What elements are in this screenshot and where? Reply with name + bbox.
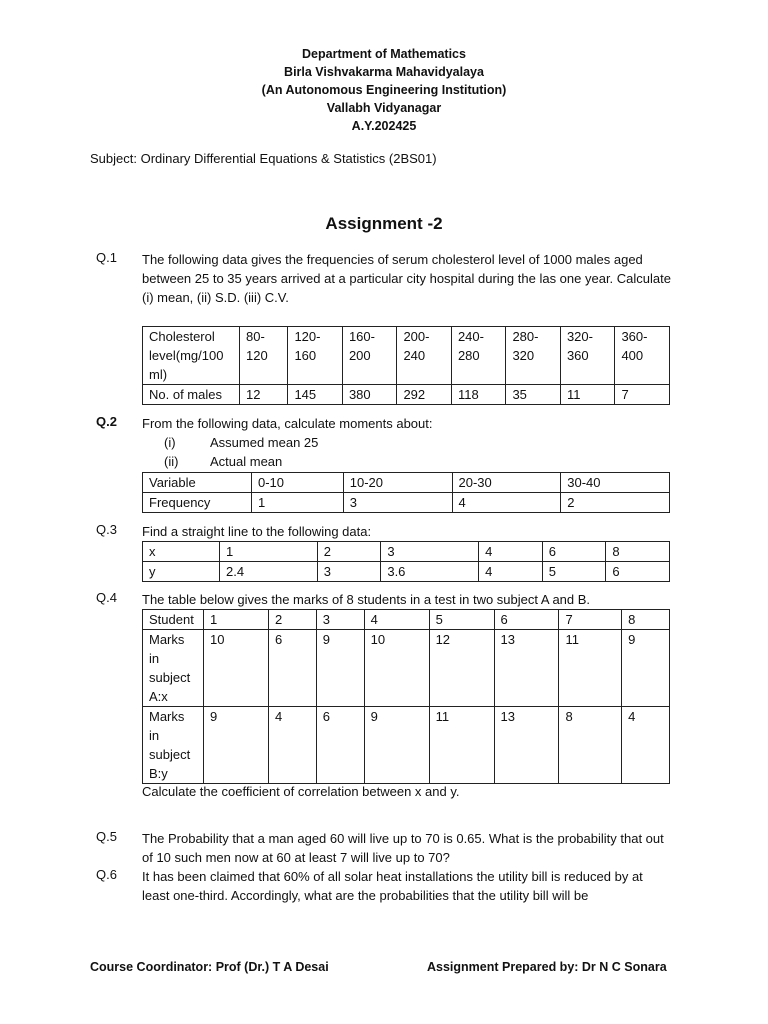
table-cell: 4: [622, 707, 670, 784]
table-cell: 380: [342, 385, 397, 405]
table-cell: 0-10: [252, 473, 344, 493]
list-item: Actual mean: [210, 454, 283, 469]
question-text: It has been claimed that 60% of all solar heat installations the utility bill is reduced by at least one-third. Accordingly, what are the probabilities that the utility bill will be: [142, 869, 643, 903]
table-row: [143, 542, 670, 562]
question-number: Q.1: [96, 250, 117, 265]
table-cell: 360- 400: [615, 327, 670, 385]
question-number: Q.6: [96, 867, 117, 882]
table-cell: 6: [268, 630, 316, 707]
course-coordinator: Course Coordinator: Prof (Dr.) T A Desai: [90, 960, 329, 974]
table-row: [143, 385, 670, 405]
table-row: [143, 562, 670, 582]
table-cell: 80- 120: [240, 327, 288, 385]
table-cell: 6: [316, 707, 364, 784]
institution-type: (An Autonomous Engineering Institution): [261, 83, 507, 97]
table-cell: 3.6: [381, 562, 479, 582]
cholesterol-table: [142, 326, 670, 405]
table-row: [143, 473, 670, 493]
row-label: No. of males: [143, 385, 240, 405]
table-cell: 280- 320: [506, 327, 561, 385]
table-cell: 4: [364, 610, 429, 630]
table-cell: 1: [252, 493, 344, 513]
table-cell: 2: [317, 542, 381, 562]
xy-table: [142, 541, 670, 582]
question-number: Q.3: [96, 522, 117, 537]
row-label: Variable: [143, 473, 252, 493]
assignment-title: Assignment -2: [325, 214, 443, 233]
table-row: [143, 493, 670, 513]
table-cell: 35: [506, 385, 561, 405]
table-row: [143, 610, 670, 630]
table-cell: 120- 160: [288, 327, 343, 385]
row-label: Cholesterol level(mg/100 ml): [143, 327, 240, 385]
table-cell: 8: [622, 610, 670, 630]
table-cell: 10-20: [343, 473, 452, 493]
table-cell: 145: [288, 385, 343, 405]
table-cell: 1: [204, 610, 269, 630]
table-cell: 3: [343, 493, 452, 513]
table-cell: 11: [429, 707, 494, 784]
table-cell: 11: [559, 630, 622, 707]
row-label: Student: [143, 610, 204, 630]
table-cell: 200- 240: [397, 327, 452, 385]
table-cell: 13: [494, 630, 559, 707]
moments-table: [142, 472, 670, 513]
question-text: The following data gives the frequencies of serum cholesterol level of 1000 males aged between 25 to 35 years arrived at a particular city hospital during the las one year. Calculate (i) mean, (ii) S.D. (iii) C.V.: [142, 252, 671, 305]
table-cell: 12: [240, 385, 288, 405]
table-cell: 5: [542, 562, 606, 582]
table-cell: 6: [494, 610, 559, 630]
table-cell: 30-40: [561, 473, 670, 493]
table-cell: 12: [429, 630, 494, 707]
table-cell: 2.4: [220, 562, 318, 582]
table-cell: 3: [316, 610, 364, 630]
subject-line: Subject: Ordinary Differential Equations & Statistics (2BS01): [90, 151, 437, 166]
table-cell: 4: [479, 562, 543, 582]
table-cell: 4: [479, 542, 543, 562]
row-label: y: [143, 562, 220, 582]
college-name: Birla Vishvakarma Mahavidyalaya: [284, 65, 484, 79]
row-label: Marks in subject A:x: [143, 630, 204, 707]
department-name: Department of Mathematics: [302, 47, 466, 61]
table-cell: 9: [364, 707, 429, 784]
table-cell: 4: [268, 707, 316, 784]
table-cell: 10: [204, 630, 269, 707]
table-cell: 8: [606, 542, 670, 562]
table-cell: 9: [316, 630, 364, 707]
table-cell: 7: [615, 385, 670, 405]
list-item: Assumed mean 25: [210, 435, 319, 450]
table-cell: 11: [560, 385, 615, 405]
table-cell: 9: [204, 707, 269, 784]
table-cell: 160- 200: [342, 327, 397, 385]
table-cell: 3: [317, 562, 381, 582]
table-cell: 2: [268, 610, 316, 630]
table-cell: 3: [381, 542, 479, 562]
question-text: The table below gives the marks of 8 students in a test in two subject A and B.: [142, 592, 591, 607]
question-number: Q.5: [96, 829, 117, 844]
table-cell: 8: [559, 707, 622, 784]
table-cell: 240- 280: [451, 327, 506, 385]
question-text: The Probability that a man aged 60 will live up to 70 is 0.65. What is the probability that out of 10 such men now at 60 at least 7 will live up to 70?: [142, 831, 664, 865]
table-cell: 13: [494, 707, 559, 784]
question-number: Q.4: [96, 590, 117, 605]
list-number: (i): [164, 435, 176, 450]
academic-year: A.Y.202425: [351, 119, 417, 133]
table-cell: 2: [561, 493, 670, 513]
table-row: [143, 707, 670, 784]
table-cell: 118: [451, 385, 506, 405]
list-number: (ii): [164, 454, 179, 469]
table-cell: 6: [606, 562, 670, 582]
table-cell: 5: [429, 610, 494, 630]
table-cell: 10: [364, 630, 429, 707]
table-cell: 1: [220, 542, 318, 562]
table-cell: 7: [559, 610, 622, 630]
row-label: Frequency: [143, 493, 252, 513]
table-cell: 9: [622, 630, 670, 707]
table-cell: 320- 360: [560, 327, 615, 385]
table-cell: 6: [542, 542, 606, 562]
document-header: [0, 45, 768, 135]
question-followup: Calculate the coefficient of correlation between x and y.: [142, 784, 460, 799]
row-label: x: [143, 542, 220, 562]
table-cell: 292: [397, 385, 452, 405]
row-label: Marks in subject B:y: [143, 707, 204, 784]
table-row: [143, 327, 670, 385]
marks-table: [142, 609, 670, 784]
table-row: [143, 630, 670, 707]
question-text: From the following data, calculate moments about:: [142, 416, 433, 431]
question-text: Find a straight line to the following data:: [142, 524, 372, 539]
table-cell: 20-30: [452, 473, 561, 493]
assignment-preparer: Assignment Prepared by: Dr N C Sonara: [427, 960, 667, 974]
table-cell: 4: [452, 493, 561, 513]
location: Vallabh Vidyanagar: [326, 101, 442, 115]
question-number: Q.2: [96, 414, 117, 429]
